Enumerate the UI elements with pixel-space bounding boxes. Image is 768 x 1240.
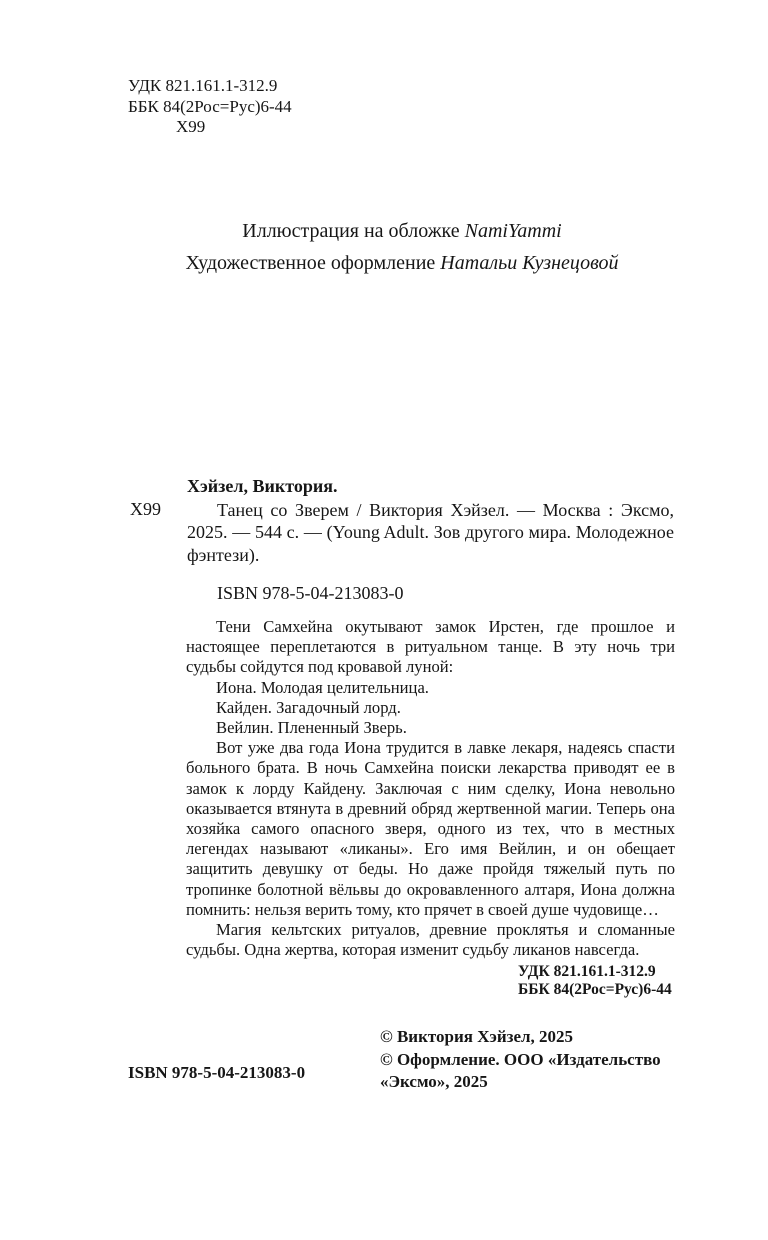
- cover-credit-label: Иллюстрация на обложке: [242, 220, 465, 242]
- udk-line: УДК 821.161.1-312.9: [128, 76, 278, 95]
- udk-line-bold: УДК 821.161.1-312.9: [518, 963, 656, 980]
- design-credit-line: [130, 247, 674, 279]
- designer-name: Натальи Кузнецовой: [440, 252, 619, 274]
- catalog-card-author-code: Х99: [130, 499, 161, 519]
- copyright-block: [380, 1026, 676, 1094]
- catalog-card-description: Танец со Зверем / Виктория Хэйзел. — Москва : Эксмо, 2025. — 544 с. — (Young Adult. Зов другого мира. Молодежное фэнтези).: [187, 500, 674, 565]
- bbk-line-bold: ББК 84(2Рос=Рус)6-44: [518, 981, 672, 998]
- footer-isbn: ISBN 978-5-04-213083-0: [128, 1063, 306, 1082]
- annotation-paragraph: Иона. Молодая целительница.: [216, 677, 429, 697]
- annotation-paragraph: Кайден. Загадочный лорд.: [216, 697, 401, 717]
- copyright-author-line: © Виктория Хэйзел, 2025: [380, 1027, 574, 1046]
- bbk-line: ББК 84(2Рос=Рус)6-44: [128, 96, 292, 116]
- annotation-paragraph: Магия кельтских ритуалов, древние проклятья и сломанные судьбы. Одна жертва, которая изменит судьбу ликанов навсегда.: [186, 920, 675, 960]
- bottom-classification-block: [518, 963, 672, 999]
- copyright-publisher-line: © Оформление. ООО «Издательство «Эксмо», 2025: [380, 1049, 661, 1091]
- annotation-paragraph: Вейлин. Плененный Зверь.: [216, 718, 407, 738]
- annotation-text: [186, 617, 675, 960]
- author-code: Х99: [176, 117, 206, 136]
- design-credit-label: Художественное оформление: [185, 252, 441, 274]
- annotation-paragraph: Тени Самхейна окутывают замок Ирстен, где прошлое и настоящее переплетаются в ритуальном танце. В эту ночь три судьбы сойдутся под кровавой луной:: [186, 617, 675, 677]
- credits-block: [130, 215, 674, 279]
- top-classification-block: [128, 76, 292, 138]
- catalog-card-isbn: ISBN 978-5-04-213083-0: [217, 583, 404, 603]
- cover-credit-line: [130, 215, 674, 247]
- catalog-card-author: Хэйзел, Виктория.: [187, 476, 338, 496]
- annotation-paragraph: Вот уже два года Иона трудится в лавке лекаря, надеясь спасти больного брата. В ночь Самхейна поиски лекарства приводят ее в замок к лорду Кайдену. Заключая с ним сделку, Иона невольно оказывается втянута в древний обряд жертвенной магии. Теперь она хозяйка самого опасного зверя, одного из тех, что в местных легендах называют «ликаны». Его имя Вейлин, и он обещает защитить девушку от беды. Но даже пройдя тяжелый путь по тропинке болотной вёльвы до окровавленного алтаря, Иона должна помнить: нельзя верить тому, кто прячет в своей душе чудовище…: [186, 738, 675, 919]
- cover-artist-name: NamiYammi: [464, 220, 562, 242]
